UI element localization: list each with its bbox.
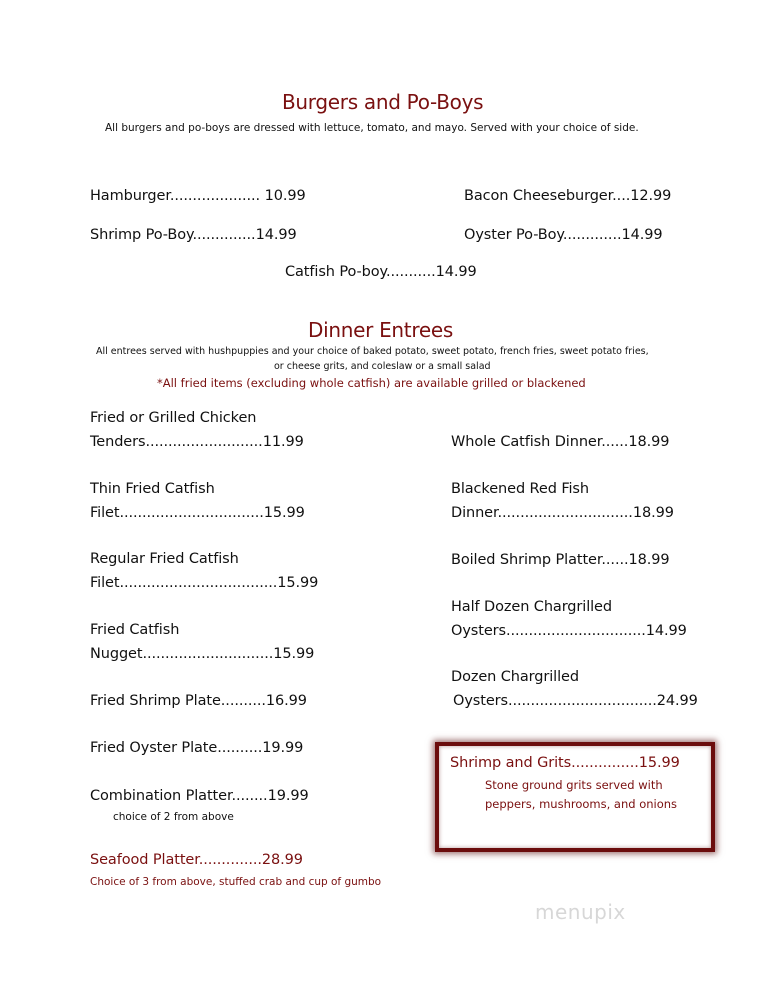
item-price: 18.99 bbox=[628, 434, 670, 450]
item-price: 24.99 bbox=[656, 693, 698, 709]
combination-sub: choice of 2 from above bbox=[113, 811, 234, 823]
dinner-note-line1: All entrees served with hushpuppies and your choice of baked potato, sweet potato, french fries, sweet potato fries, bbox=[96, 346, 649, 357]
item-price: 14.99 bbox=[621, 227, 663, 243]
menu-item-catfish-poboy bbox=[285, 264, 477, 280]
menu-item-combination bbox=[90, 788, 309, 804]
item-name: Fried Shrimp Plate.......... bbox=[90, 693, 266, 709]
item-price: 15.99 bbox=[638, 755, 680, 771]
item-price: 14.99 bbox=[435, 264, 477, 280]
item-dots: Dinner.............................. bbox=[451, 505, 633, 521]
item-price: 15.99 bbox=[273, 646, 315, 662]
item-name: Shrimp and Grits............... bbox=[450, 755, 639, 771]
item-price: 19.99 bbox=[267, 788, 309, 804]
menu-item-bacon-cheeseburger bbox=[464, 188, 671, 204]
burgers-title: Burgers and Po-Boys bbox=[282, 90, 484, 114]
menu-item-whole-catfish bbox=[451, 434, 669, 450]
item-name: Whole Catfish Dinner...... bbox=[451, 434, 629, 450]
item-dots: .................... bbox=[169, 188, 261, 204]
item-price: 16.99 bbox=[265, 693, 307, 709]
menu-item-fried-shrimp bbox=[90, 693, 307, 709]
seafood-sub: Choice of 3 from above, stuffed crab and cup of gumbo bbox=[90, 876, 382, 888]
item-name: Bacon Cheeseburger bbox=[464, 188, 613, 204]
item-price: 14.99 bbox=[255, 227, 297, 243]
menu-item-catfish-nugget-line1: Fried Catfish bbox=[90, 622, 180, 638]
item-dots: Filet................................... bbox=[90, 575, 278, 591]
menu-item-hamburger bbox=[90, 188, 306, 204]
item-dots: .... bbox=[612, 188, 631, 204]
item-dots: ........... bbox=[385, 264, 436, 280]
item-name: Catfish Po-boy bbox=[285, 264, 386, 280]
menu-item-dozen-oysters-line1: Dozen Chargrilled bbox=[451, 669, 579, 685]
item-name: Boiled Shrimp Platter...... bbox=[451, 552, 629, 568]
menu-item-thin-catfish bbox=[90, 505, 305, 521]
featured-desc-line1: Stone ground grits served with bbox=[485, 778, 663, 792]
menu-item-shrimp-poboy bbox=[90, 227, 297, 243]
menu-item-half-dozen-oysters-line1: Half Dozen Chargrilled bbox=[451, 599, 612, 615]
menu-item-regular-catfish-line1: Regular Fried Catfish bbox=[90, 551, 239, 567]
dinner-title: Dinner Entrees bbox=[308, 318, 453, 342]
item-name: Shrimp Po-Boy bbox=[90, 227, 193, 243]
menu-item-dozen-oysters bbox=[453, 693, 698, 709]
dinner-note-line2: or cheese grits, and coleslaw or a small salad bbox=[274, 361, 491, 372]
menu-item-regular-catfish bbox=[90, 575, 318, 591]
item-price: 15.99 bbox=[263, 505, 305, 521]
item-dots: ............. bbox=[562, 227, 622, 243]
item-dots: .............. bbox=[192, 227, 256, 243]
watermark-logo: menupix bbox=[535, 900, 626, 924]
menu-item-oyster-poboy bbox=[464, 227, 662, 243]
menu-item-seafood-platter bbox=[90, 852, 303, 868]
item-dots: Tenders.......................... bbox=[90, 434, 263, 450]
item-price: 10.99 bbox=[264, 188, 306, 204]
menu-item-boiled-shrimp bbox=[451, 552, 669, 568]
item-name: Fried Oyster Plate.......... bbox=[90, 740, 263, 756]
item-name: Seafood Platter.............. bbox=[90, 852, 262, 868]
item-dots: Nugget............................. bbox=[90, 646, 274, 662]
item-name: Combination Platter........ bbox=[90, 788, 268, 804]
item-price: 28.99 bbox=[261, 852, 303, 868]
item-dots: Filet................................ bbox=[90, 505, 264, 521]
item-dots: Oysters................................. bbox=[453, 693, 657, 709]
item-price: 19.99 bbox=[262, 740, 304, 756]
item-price: 14.99 bbox=[645, 623, 687, 639]
item-name: Hamburger bbox=[90, 188, 170, 204]
menu-item-thin-catfish-line1: Thin Fried Catfish bbox=[90, 481, 215, 497]
fried-note: *All fried items (excluding whole catfish) are available grilled or blackened bbox=[157, 376, 586, 390]
item-price: 15.99 bbox=[277, 575, 319, 591]
item-price: 18.99 bbox=[628, 552, 670, 568]
menu-item-half-dozen-oysters bbox=[451, 623, 687, 639]
item-name: Oyster Po-Boy bbox=[464, 227, 563, 243]
menu-item-blackened-redfish-line1: Blackened Red Fish bbox=[451, 481, 589, 497]
menu-item-shrimp-and-grits bbox=[450, 755, 680, 771]
item-price: 12.99 bbox=[630, 188, 672, 204]
featured-desc-line2: peppers, mushrooms, and onions bbox=[485, 797, 678, 811]
menu-item-fried-oyster bbox=[90, 740, 303, 756]
item-price: 11.99 bbox=[262, 434, 304, 450]
menu-item-catfish-nugget bbox=[90, 646, 314, 662]
menu-item-blackened-redfish bbox=[451, 505, 674, 521]
menu-item-chicken-tenders-line1: Fried or Grilled Chicken bbox=[90, 410, 257, 426]
burgers-note: All burgers and po-boys are dressed with lettuce, tomato, and mayo. Served with your choice of side. bbox=[105, 122, 639, 134]
item-dots: Oysters............................... bbox=[451, 623, 646, 639]
menu-item-chicken-tenders bbox=[90, 434, 304, 450]
item-price: 18.99 bbox=[632, 505, 674, 521]
